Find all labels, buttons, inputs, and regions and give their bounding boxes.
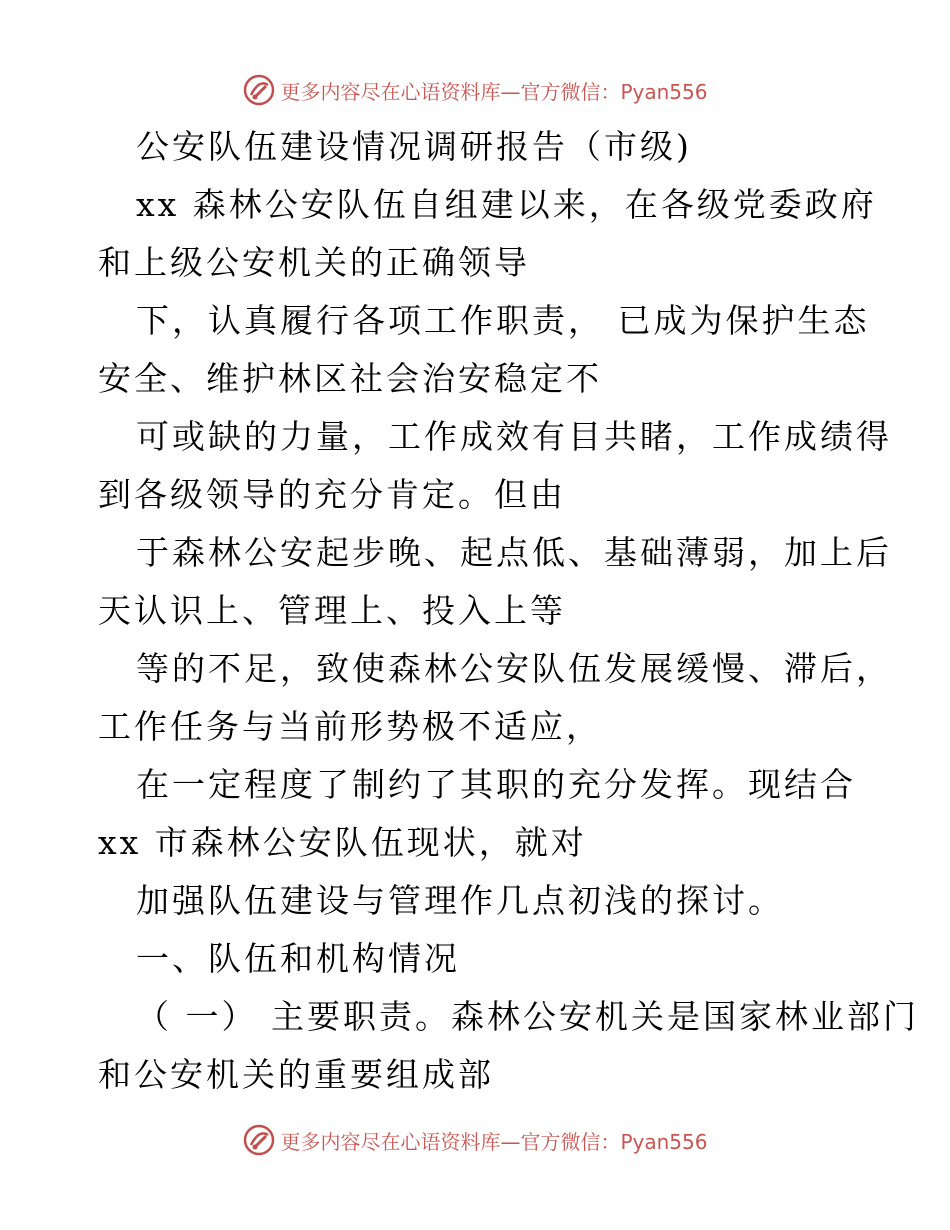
text-line: 在一定程度了制约了其职的充分发挥。现结合	[136, 765, 856, 804]
text-line: 天认识上、管理上、投入上等	[98, 591, 566, 630]
text-line: xx 市森林公安队伍现状，就对	[98, 823, 587, 862]
header-banner-main: 更多内容尽在心语资料库	[280, 79, 501, 104]
text-line: 可或缺的力量，工作成效有目共睹，工作成绩得	[136, 417, 892, 456]
footer-banner-dash: —	[500, 1129, 521, 1154]
text-line: 到各级领导的充分肯定。但由	[98, 475, 566, 514]
text-line: 等的不足，致使森林公安队伍发展缓慢、滞后，	[136, 649, 892, 688]
text-line: 和公安机关的重要组成部	[98, 1055, 494, 1094]
text-line: xx 森林公安队伍自组建以来，在各级党委政府	[136, 185, 877, 224]
footer-banner	[0, 1120, 950, 1160]
header-banner-dash: —	[500, 79, 521, 104]
footer-banner-text	[280, 1126, 707, 1155]
text-line: 公安队伍建设情况调研报告（市级)	[136, 127, 692, 166]
text-line: 工作任务与当前形势极不适应，	[98, 707, 602, 746]
text-line: 加强队伍建设与管理作几点初浅的探讨。	[136, 881, 784, 920]
header-banner-side: 官方微信：Pyan556	[520, 79, 708, 104]
text-line: 一、队伍和机构情况	[136, 939, 460, 978]
text-line: （ 一） 主要职责。森林公安机关是国家林业部门	[136, 997, 919, 1036]
header-banner-text	[280, 76, 707, 105]
document-body	[98, 118, 919, 1104]
brand-logo-icon	[242, 73, 276, 107]
footer-banner-side: 官方微信：Pyan556	[520, 1129, 708, 1154]
header-banner	[0, 70, 950, 110]
text-line: 下，认真履行各项工作职责， 已成为保护生态	[136, 301, 870, 340]
text-line: 和上级公安机关的正确领导	[98, 243, 530, 282]
brand-logo-icon	[242, 1123, 276, 1157]
text-line: 安全、维护林区社会治安稳定不	[98, 359, 602, 398]
text-line: 于森林公安起步晚、起点低、基础薄弱，加上后	[136, 533, 892, 572]
footer-banner-main: 更多内容尽在心语资料库	[280, 1129, 501, 1154]
